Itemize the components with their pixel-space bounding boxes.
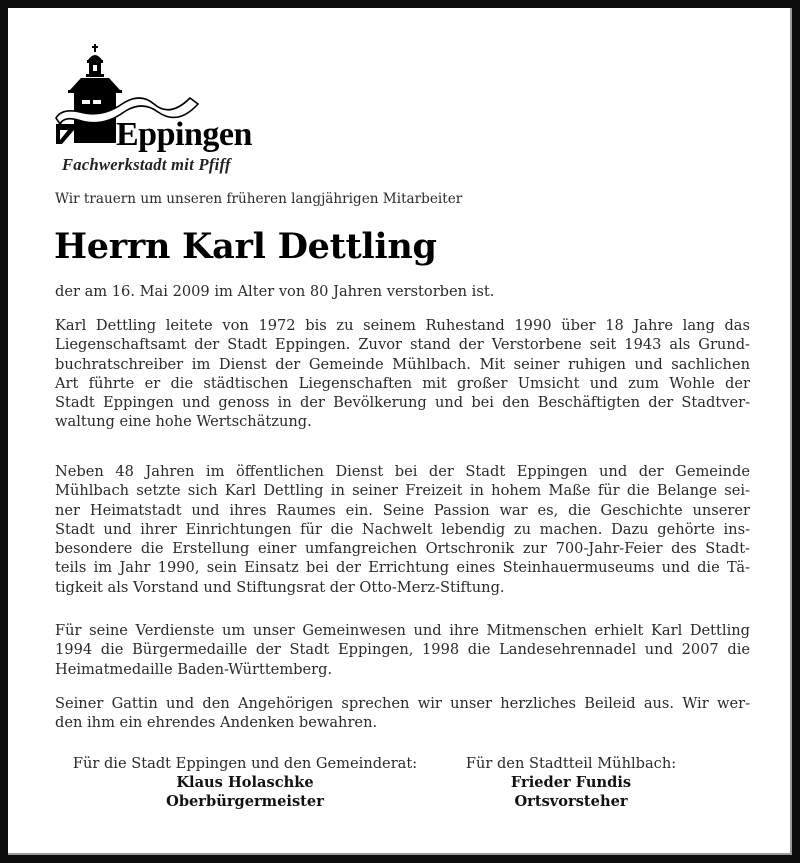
- signature-city: [55, 754, 435, 811]
- signatory-name: Frieder Fundis: [510, 774, 632, 791]
- signatory-name: Klaus Holaschke: [176, 774, 314, 791]
- text-line: Stadt Eppingen und genoss in der Bevölkerung und bei den Beschäftigten der Stadtver-: [55, 394, 750, 412]
- deceased-name: Herrn Karl Dettling: [54, 226, 437, 267]
- paragraph-career: [55, 316, 750, 432]
- text-line: Mühlbach setzte sich Karl Dettling in seiner Freizeit in hohem Maße für die Belange sei-: [55, 482, 750, 500]
- signatory-title: Ortsvorsteher: [514, 793, 628, 810]
- text-line: buchratschreiber im Dienst der Gemeinde Mühlbach. Mit seiner ruhigen und sachlichen: [55, 355, 750, 373]
- text-line: Für seine Verdienste um unser Gemeinwesen und ihre Mitmenschen erhielt Karl Dettling: [55, 622, 750, 639]
- text-line: 1994 die Bürgermedaille der Stadt Eppingen, 1998 die Landesehrennadel und 2007 die: [55, 641, 750, 659]
- paragraph-engagement: [55, 462, 750, 597]
- text-line: tigkeit als Vorstand und Stiftungsrat der Otto-Merz-Stiftung.: [55, 578, 505, 596]
- text-line: Seiner Gattin und den Angehörigen sprechen wir unser herzliches Beileid aus. Wir wer-: [55, 695, 750, 712]
- paragraph-condolences: [55, 694, 750, 733]
- intro-text: Wir trauern um unseren früheren langjährigen Mitarbeiter: [55, 191, 463, 207]
- signature-on-behalf: Für die Stadt Eppingen und den Gemeinderat:: [72, 755, 418, 772]
- text-line: Neben 48 Jahren im öffentlichen Dienst bei der Stadt Eppingen und der Gemeinde: [55, 463, 750, 480]
- text-line: Liegenschaftsamt der Stadt Eppingen. Zuvor stand der Verstorbene seit 1943 als Grund-: [55, 336, 750, 354]
- text-line: Art führte er die städtischen Liegenschaften mit großer Umsicht und zum Wohle der: [55, 374, 750, 392]
- text-line: besondere die Erstellung einer umfangreichen Ortschronik zur 700-Jahr-Feier des Stadt-: [55, 540, 750, 558]
- logo-wordmark: Eppingen: [116, 116, 252, 153]
- text-line: ner Heimatstadt und ihres Raumes ein. Seine Passion war es, die Geschichte unserer: [55, 501, 750, 519]
- eppingen-logo: [52, 38, 282, 178]
- signatory-title: Oberbürgermeister: [166, 793, 324, 810]
- text-line: den ihm ein ehrendes Andenken bewahren.: [55, 714, 378, 732]
- signature-on-behalf: Für den Stadtteil Mühlbach:: [465, 755, 677, 772]
- text-line: Stadt und ihrer Einrichtungen für die Nachwelt lebendig zu machen. Dazu gehörte ins-: [55, 520, 750, 538]
- logo-tagline: Fachwerkstadt mit Pfiff: [62, 155, 231, 174]
- text-line: waltung eine hohe Wertschätzung.: [55, 413, 312, 431]
- text-line: Heimatmedaille Baden-Württemberg.: [55, 660, 333, 678]
- obituary-notice: [8, 8, 792, 855]
- paragraph-honors: [55, 621, 750, 679]
- signature-district: [456, 754, 686, 811]
- text-line: teils im Jahr 1990, sein Einsatz bei der Errichtung eines Steinhauermuseums und die Tä-: [55, 559, 750, 577]
- text-line: Karl Dettling leitete von 1972 bis zu seinem Ruhestand 1990 über 18 Jahre lang das: [55, 317, 750, 334]
- death-date-line: der am 16. Mai 2009 im Alter von 80 Jahren verstorben ist.: [55, 283, 495, 300]
